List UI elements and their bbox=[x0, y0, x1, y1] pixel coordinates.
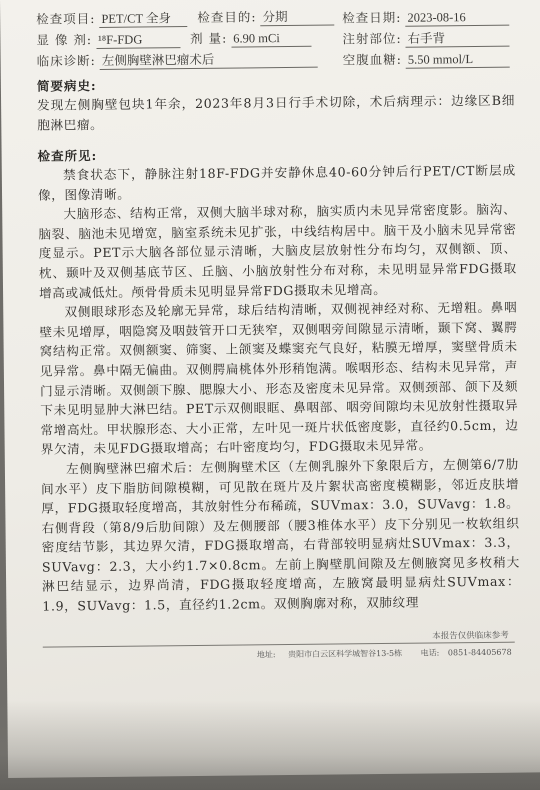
findings-paragraph-2: 大脑形态、结构正常，双侧大脑半球对称，脑实质内未见异常密度影。脑沟、脑裂、脑池未见增宽，脑室系统未见扩张，中线结构居中。脑干及小脑未见异常密度显示。PET示大脑各部位显示清晰，大脑皮层放射性分布均匀，双侧额、顶、枕、颞叶及双侧基底节区、丘脑、小脑放射性分布对称，未见明显异常FDG摄取增高或减低灶。颅骨骨质未见明显异常FDG摄取未见增高。 bbox=[38, 201, 517, 301]
header-row-3 bbox=[37, 49, 318, 71]
phone-label: 电话: bbox=[420, 648, 440, 658]
dose-value: 6.90 mCi bbox=[231, 31, 311, 48]
header-row-2-right bbox=[342, 28, 509, 49]
findings-body bbox=[38, 161, 521, 617]
fasting-glucose-value: 5.50 mmol/L bbox=[406, 52, 510, 69]
exam-purpose-label: 检查目的: bbox=[197, 9, 257, 25]
findings-title: 检查所见: bbox=[37, 147, 98, 164]
findings-paragraph-1: 禁食状态下，静脉注射18F-FDG并安静休息40-60分钟后行PET/CT断层成像，图像清晰。 bbox=[37, 162, 516, 203]
address-label: 地址: bbox=[256, 650, 276, 660]
header-row-3-right bbox=[343, 49, 510, 70]
history-paragraph: 发现左侧胸壁包块1年余，2023年8月3日行手术切除，术后病理示：边缘区B细胞淋巴瘤。 bbox=[37, 92, 516, 133]
exam-item-value: PET/CT 全身 bbox=[99, 8, 187, 28]
history-title: 简要病史: bbox=[36, 77, 97, 94]
clinical-dx-label: 临床诊断: bbox=[36, 52, 96, 69]
address-value: 贵阳市白云区科学城智谷13-5栋 bbox=[288, 648, 403, 660]
dose-label: 剂 量: bbox=[189, 30, 228, 47]
exam-date-value: 2023-08-16 bbox=[405, 10, 509, 27]
header-row-1 bbox=[36, 6, 335, 28]
clinical-dx-value: 左侧胸壁淋巴瘤术后 bbox=[100, 49, 318, 70]
header-row-1-right bbox=[342, 7, 509, 28]
findings-paragraph-3: 双侧眼球形态及轮廓无异常，球后结构清晰，双侧视神经对称、无增粗。鼻咽壁未见增厚，咽隐窝及咽鼓管开口无狭窄，双侧咽旁间隙显示清晰，颞下窝、翼腭窝结构正常。双侧额窦、筛窦、上颌窦及蝶窦充气良好，粘膜无增厚，窦壁骨质未见异常。鼻中隔无偏曲。双侧腭扁桃体外形稍饱满。喉咽形态、结构未见异常，声门显示清晰。双侧颌下腺、腮腺大小、形态及密度未见异常。双侧颈部、颌下及颏下未见明显肿大淋巴结。PET示双侧眼眶、鼻咽部、咽旁间隙均未见放射性摄取异常增高灶。甲状腺形态、大小正常，左叶见一斑片状低密度影，直径约0.5cm，边界欠清，未见FDG摄取增高；右叶密度均匀，FDG摄取未见异常。 bbox=[39, 299, 519, 457]
footer-address bbox=[257, 647, 512, 661]
exam-purpose-value: 分期 bbox=[260, 6, 334, 26]
injection-site-label: 注射部位: bbox=[342, 30, 402, 47]
exam-item-label: 检查项目: bbox=[36, 11, 96, 27]
history-text bbox=[37, 91, 515, 135]
header-row-2 bbox=[36, 28, 311, 50]
fasting-glucose-label: 空腹血糖: bbox=[342, 51, 402, 68]
injection-site-value: 右手背 bbox=[406, 28, 510, 48]
findings-paragraph-4: 左侧胸壁淋巴瘤术后：左侧胸壁术区（左侧乳腺外下象限后方，左侧第6/7肋间水平）皮下脂肪间隙模糊，可见散在斑片及片絮状高密度模糊影，邻近皮肤增厚，FDG摄取轻度增高，其放射性分布稀疏，SUVmax：3.0，SUVavg：1.8。右侧背段（第8/9后肋间隙）及左侧腰部（腰3椎体水平）皮下分别见一枚软组织密度结节影，其边界欠清，FDG摄取增高，右背部较明显病灶SUVmax：3.3，SUVavg：2.3，大小约1.7×0.8cm。左前上胸壁肌间隙及左侧腋窝见多枚稍大淋巴结显示，边界尚清，FDG摄取轻度增高，左腋窝最明显病灶SUVmax：1.9，SUVavg：1.5，直径约1.2cm。双侧胸廓对称，双肺纹理 bbox=[41, 456, 521, 614]
footer-note: 本报告仅供临床参考 bbox=[432, 630, 509, 642]
phone-value: 0851-84405678 bbox=[447, 647, 512, 658]
imaging-agent-value: ¹⁸F-FDG bbox=[96, 32, 180, 49]
imaging-agent-label: 显 像 剂: bbox=[36, 32, 93, 48]
exam-date-label: 检查日期: bbox=[342, 9, 402, 26]
